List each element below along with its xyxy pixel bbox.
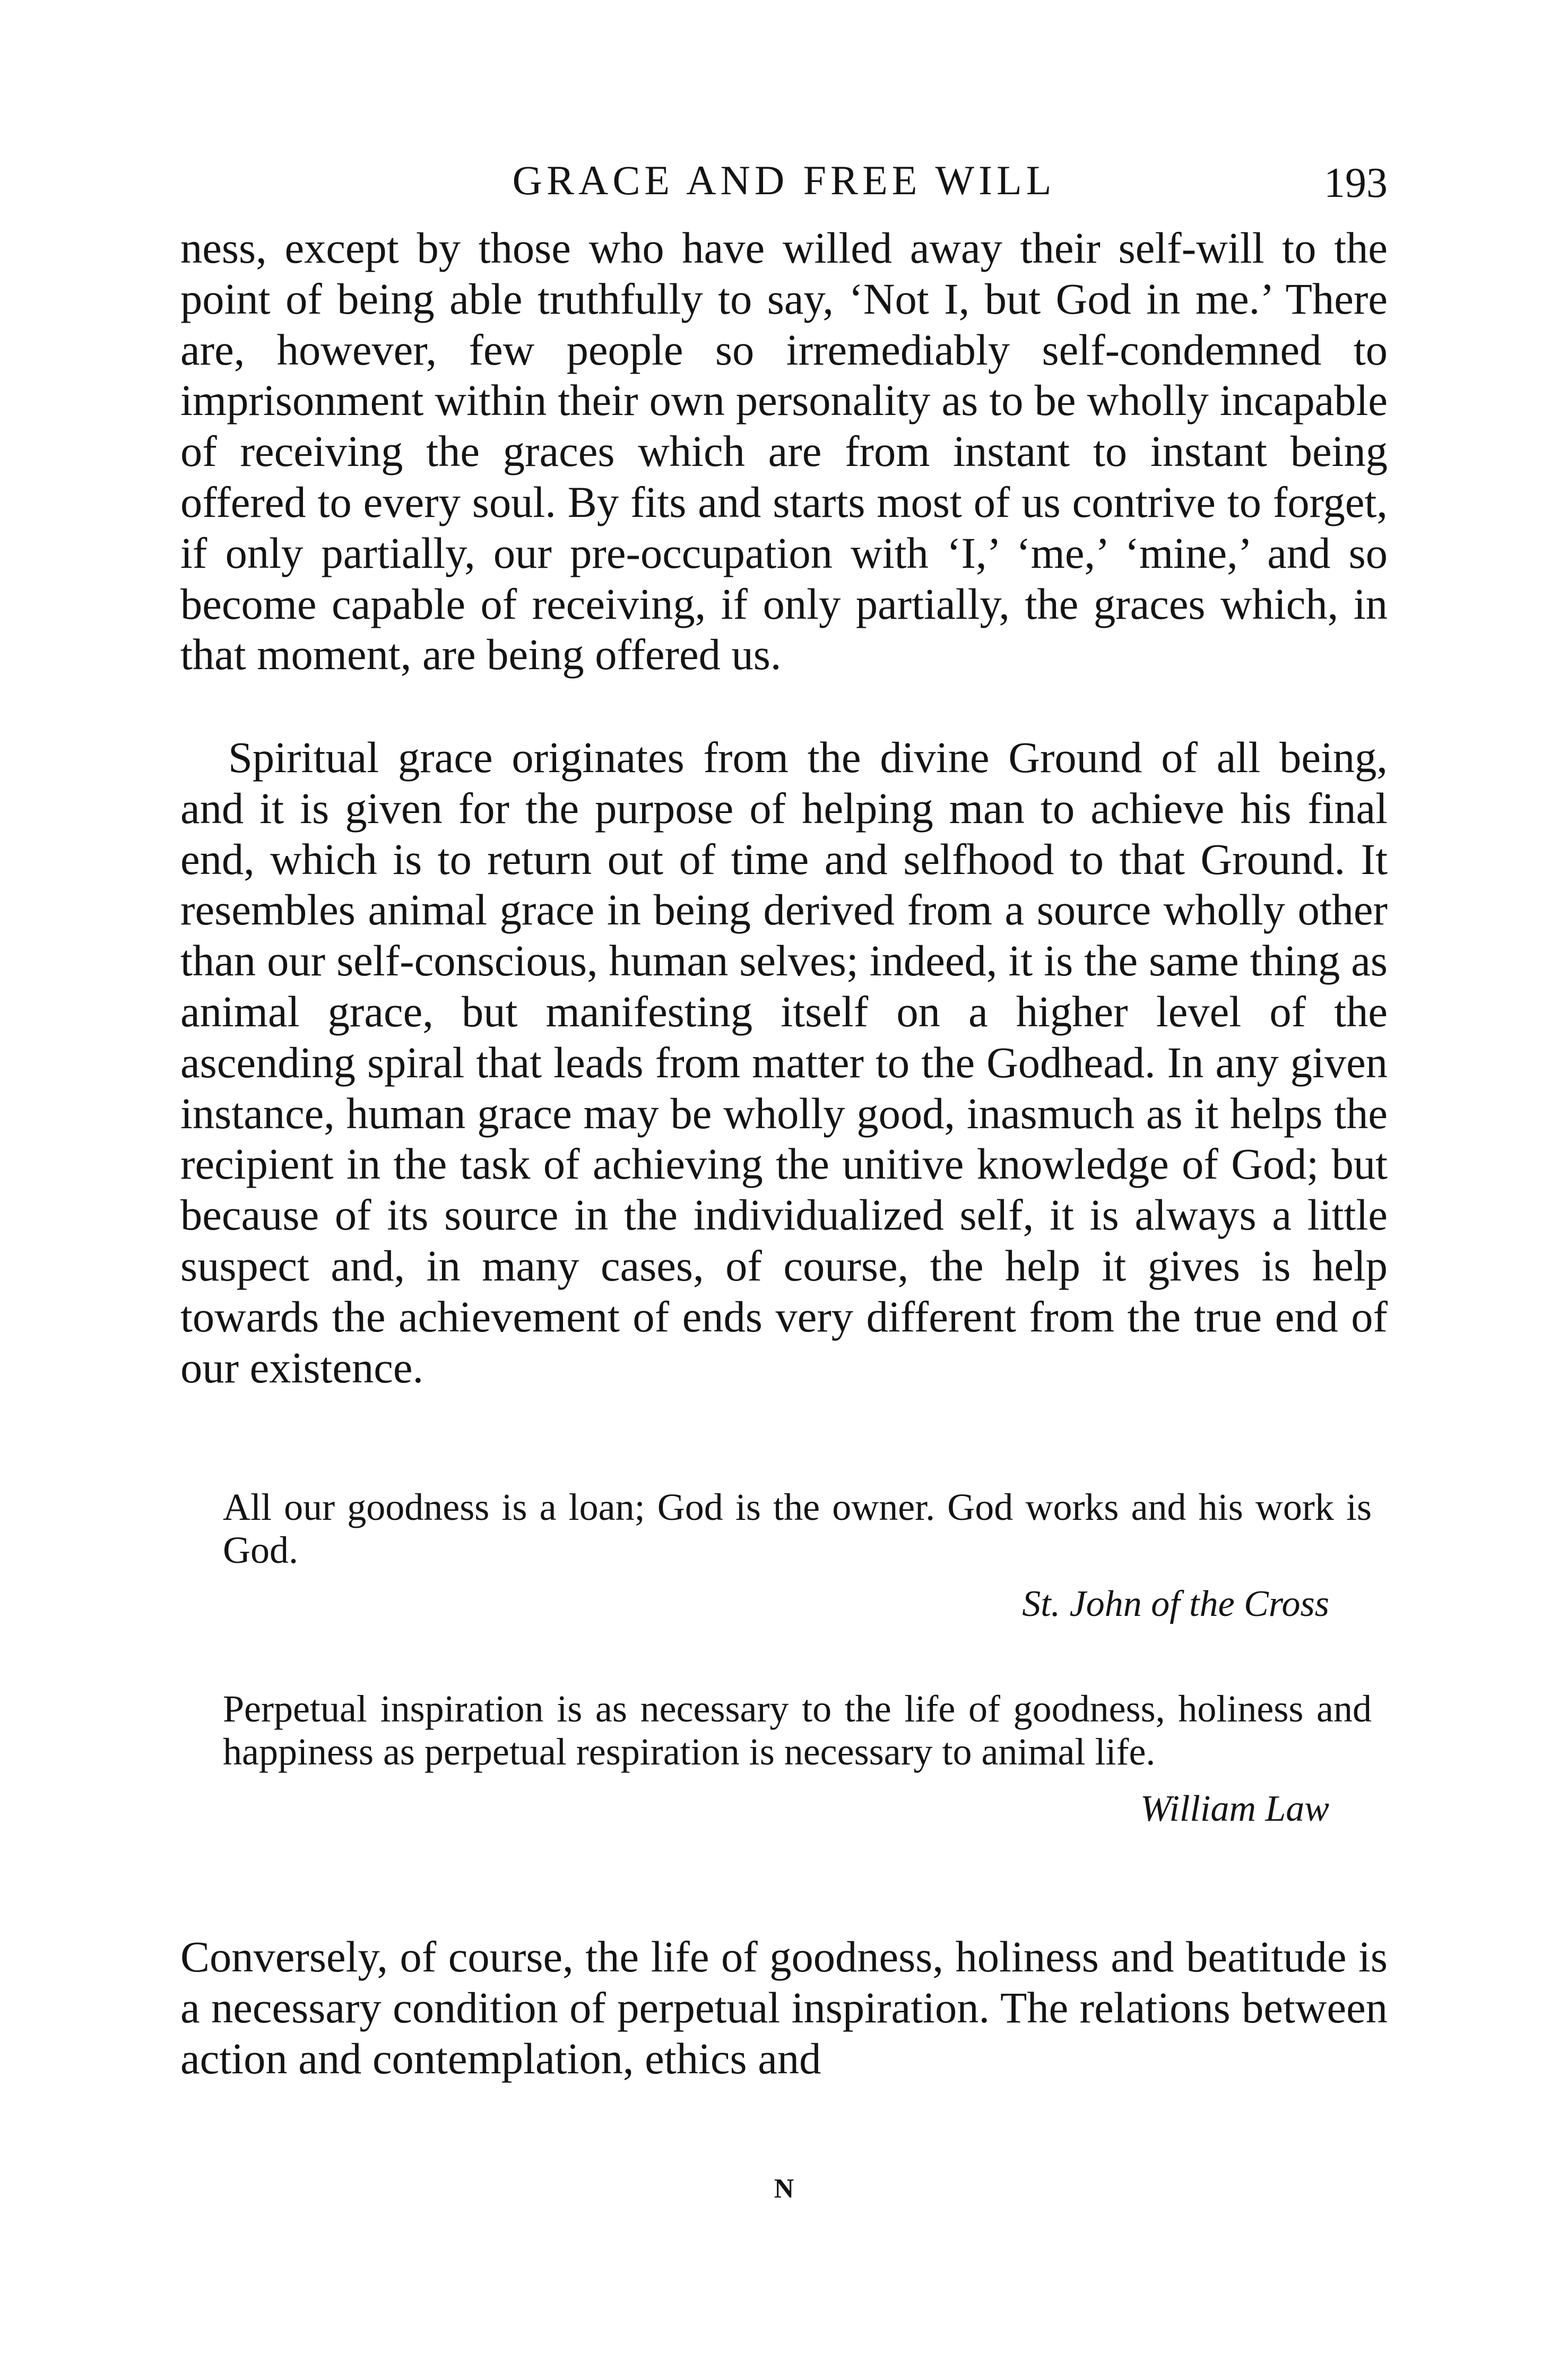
page-number: 193 (1324, 160, 1388, 206)
quotation (223, 1486, 1372, 1628)
page-header (180, 154, 1388, 207)
quotation-text: All our goodness is a loan; God is the owner. God works and his work is God. (223, 1486, 1372, 1571)
paragraph-continued: ness, except by those who have willed away their self-will to the point of being able truthfully to say, ‘Not I, but God in me.’ There are, however, few people so irremediably self-condemned to imprisonment within their own personality as to be wholly incapable of receiving the graces which are from instant to instant being offered to every soul. By fits and starts most of us contrive to forget, if only partially, our pre-occupation with ‘I,’ ‘me,’ ‘mine,’ and so become capable of receiving, if only partially, the graces which, in that moment, are being offered us. (180, 223, 1388, 679)
signature-mark: N (774, 2174, 794, 2204)
quotation-attribution: St. John of the Cross (1022, 1584, 1329, 1624)
quotation (223, 1688, 1372, 1833)
paragraph-conversely: Conversely, of course, the life of goodness, holiness and beatitude is a necessary condition of perpetual inspiration. The relations between action and contemplation, ethics and (180, 1932, 1388, 2083)
paragraph-spiritual-grace: Spiritual grace originates from the divine Ground of all being, and it is given for the purpose of helping man to achieve his final end, which is to return out of time and selfhood to that Ground. It resembles animal grace in being derived from a source wholly other than our self-conscious, human selves; indeed, it is the same thing as animal grace, but manifesting itself on a higher level of the ascending spiral that leads from matter to the Godhead. In any given instance, human grace may be wholly good, inasmuch as it helps the recipient in the task of achieving the unitive knowledge of God; but because of its source in the individualized self, it is always a little suspect and, in many cases, of course, the help it gives is help towards the achievement of ends very different from the true end of our existence. (180, 733, 1388, 1392)
running-title: GRACE AND FREE WILL (512, 157, 1056, 203)
quotation-text: Perpetual inspiration is as necessary to the life of goodness, holiness and happiness as perpetual respiration is necessary to animal life. (223, 1688, 1372, 1773)
quotation-attribution: William Law (1140, 1788, 1329, 1829)
